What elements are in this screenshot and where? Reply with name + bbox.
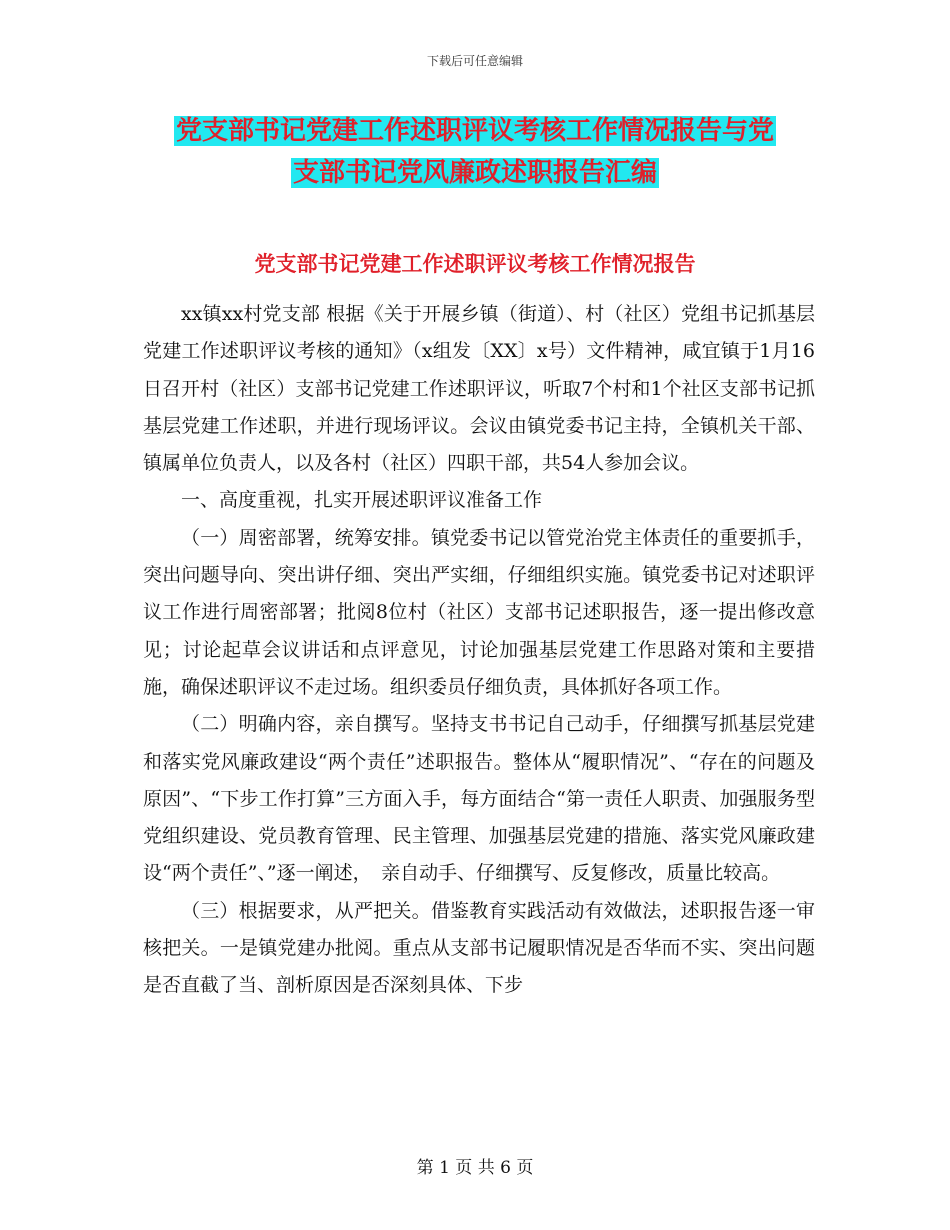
page-header-note: 下载后可任意编辑 — [426, 54, 523, 68]
paragraph-item-2: （二）明确内容，亲自撰写。坚持支书书记自己动手，仔细撰写抓基层党建和落实党风廉政建设“两个责任”述职报告。整体从“履职情况”、“存在的问题及原因”、“下步工作打算”三方面入手，每方面结合“第一责任人职责、加强服务型党组织建设、党员教育管理、民主管理、加强基层党建的措施、落实党风廉政建设“两个责任”、”逐一阐述， 亲自动手、仔细撰写、反复修改，质量比较高。 — [143, 713, 815, 885]
page-footer: 第 1 页 共 6 页 — [416, 1158, 534, 1178]
document-title-line-1 — [0, 113, 950, 149]
document-title-line-2 — [0, 155, 950, 191]
document-body — [143, 296, 815, 1005]
paragraph-intro: xx镇xx村党支部 根据《关于开展乡镇（街道）、村（社区）党组书记抓基层党建工作述职评议考核的通知》（x组发〔XX〕x号）文件精神，咸宜镇于1月16日召开村（社区）支部书记党建工作述职评议，听取7个村和1个社区支部书记抓基层党建工作述职，并进行现场评议。会议由镇党委书记主持，全镇机关干部、镇属单位负责人，以及各村（社区）四职干部，共54人参加会议。 — [143, 303, 815, 475]
paragraph-heading-1: 一、高度重视，扎实开展述职评议准备工作 — [181, 489, 543, 512]
title-highlight-2: 支部书记党风廉政述职报告汇编 — [292, 158, 657, 188]
paragraph-item-1: （一）周密部署，统筹安排。镇党委书记以管党治党主体责任的重要抓手，突出问题导向、突出讲仔细、突出严实细，仔细组织实施。镇党委书记对述职评议工作进行周密部署；批阅8位村（社区）支部书记述职报告，逐一提出修改意见；讨论起草会议讲话和点评意见，讨论加强基层党建工作思路对策和主要措施，确保述职评议不走过场。组织委员仔细负责，具体抓好各项工作。 — [143, 526, 815, 698]
section-title: 党支部书记党建工作述职评议考核工作情况报告 — [254, 251, 696, 276]
title-highlight-1: 党支部书记党建工作述职评议考核工作情况报告与党 — [175, 116, 774, 146]
paragraph-item-3: （三）根据要求，从严把关。借鉴教育实践活动有效做法，述职报告逐一审核把关。一是镇党建办批阅。重点从支部书记履职情况是否华而不实、突出问题是否直截了当、剖析原因是否深刻具体、下步 — [143, 899, 815, 997]
